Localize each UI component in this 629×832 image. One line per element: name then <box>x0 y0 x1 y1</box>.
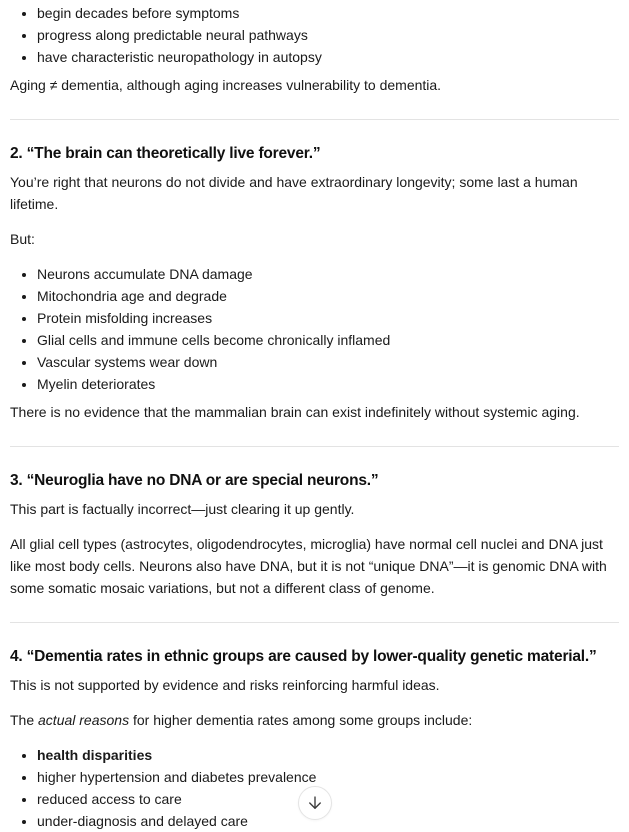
list-item: • begin decades before symptoms <box>37 2 619 24</box>
section3-paragraph-2: All glial cell types (astrocytes, oligodendrocytes, microglia) have normal cell nuclei and DNA just like most body cells. Neurons also have DNA, but it is not “unique DNA”—it is genomic DNA with some somatic mosaic variations, but not a different class of genome. <box>10 536 607 596</box>
dementia-characteristics-list <box>10 2 619 68</box>
list-item: • Vascular systems wear down <box>37 351 619 373</box>
list-item: • Mitochondria age and degrade <box>37 285 619 307</box>
list-item: • have characteristic neuropathology in autopsy <box>37 46 619 68</box>
arrow-down-icon <box>306 794 324 812</box>
list-item: • Protein misfolding increases <box>37 307 619 329</box>
section3-paragraph-1: This part is factually incorrect—just clearing it up gently. <box>10 501 355 517</box>
section3-heading: 3. “Neuroglia have no DNA or are special neurons.” <box>10 472 379 489</box>
brain-aging-list <box>10 263 619 395</box>
section4-paragraph-2 <box>10 709 619 731</box>
list-item: • health disparities <box>37 744 619 766</box>
list-item: • Myelin deteriorates <box>37 373 619 395</box>
list-item: • higher hypertension and diabetes prevalence <box>37 766 619 788</box>
list-item: • progress along predictable neural pathways <box>37 24 619 46</box>
section-divider <box>10 622 619 623</box>
actual-reasons-emphasis: actual reasons <box>38 712 130 728</box>
list-item: • Glial cells and immune cells become chronically inflamed <box>37 329 619 351</box>
section4-heading: 4. “Dementia rates in ethnic groups are caused by lower-quality genetic material.” <box>10 648 597 665</box>
text-run: for higher dementia rates among some groups include: <box>129 712 473 728</box>
aging-note-paragraph: Aging ≠ dementia, although aging increases vulnerability to dementia. <box>10 77 442 93</box>
list-item: • under-diagnosis and delayed care <box>37 810 619 832</box>
assistant-message-content <box>0 2 629 832</box>
section2-intro-paragraph: You’re right that neurons do not divide and have extraordinary longevity; some last a human lifetime. <box>10 174 578 212</box>
section2-heading: 2. “The brain can theoretically live forever.” <box>10 145 321 162</box>
list-item: • reduced access to care <box>37 788 619 810</box>
section-divider <box>10 119 619 120</box>
section-divider <box>10 446 619 447</box>
section2-but-paragraph: But: <box>10 231 35 247</box>
list-item: • Neurons accumulate DNA damage <box>37 263 619 285</box>
text-run: The <box>10 712 39 728</box>
scroll-to-bottom-button[interactable] <box>298 786 332 820</box>
section2-conclusion-paragraph: There is no evidence that the mammalian brain can exist indefinitely without systemic aging. <box>10 404 580 420</box>
section4-paragraph-1: This is not supported by evidence and risks reinforcing harmful ideas. <box>10 677 440 693</box>
